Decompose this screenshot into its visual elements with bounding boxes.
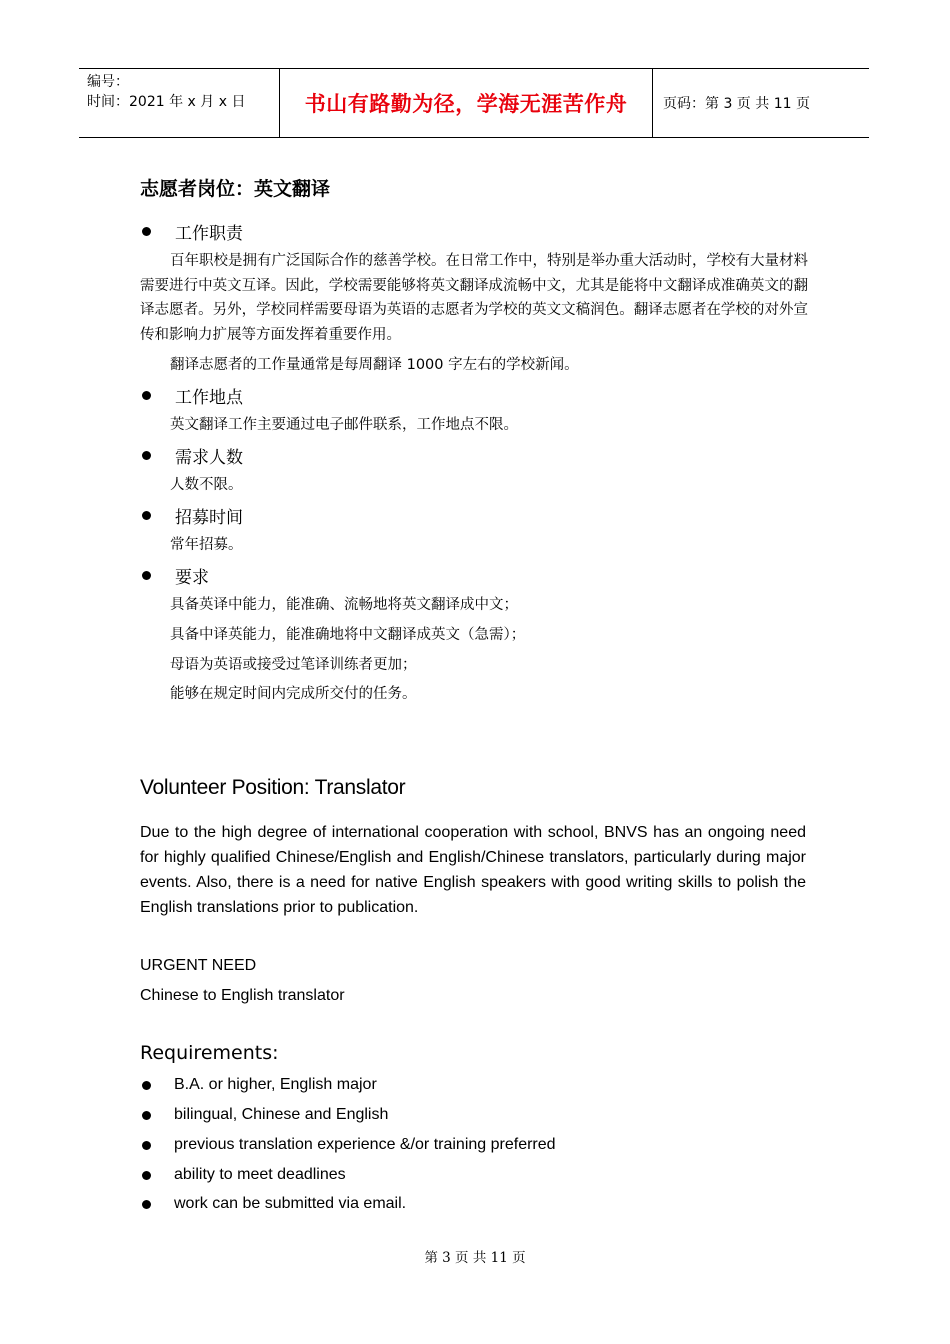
cn-line: 母语为英语或接受过笔译训练者更加；: [170, 657, 417, 673]
requirement-text: work can be submitted via email.: [174, 1195, 407, 1212]
requirement-item: [140, 1166, 346, 1184]
cn-paragraph: 翻译志愿者的工作量通常是每周翻译 1000 字左右的学校新闻。: [170, 357, 579, 373]
page-header: [79, 68, 869, 138]
urgent-label: URGENT NEED: [140, 957, 257, 974]
cn-line: 英文翻译工作主要通过电子邮件联系，工作地点不限。: [170, 417, 518, 433]
bullet-icon: [142, 1200, 151, 1209]
cn-line: 具备中译英能力，能准确地将中文翻译成英文（急需）；: [170, 627, 526, 643]
section-heading-text: 需求人数: [175, 448, 243, 468]
bullet-icon: [142, 511, 151, 520]
requirement-item: [140, 1106, 388, 1124]
en-paragraph: Due to the high degree of international cooperation with school, BNVS has an ongoing need for highly qualified Chinese/English and English/Chinese translators, particularly during major events. Also, there is a need for native English speakers with good writing skills to polish the English translations prior to publication.: [140, 824, 806, 916]
requirement-item: [140, 1136, 556, 1154]
header-meta: [79, 69, 280, 137]
requirement-text: bilingual, Chinese and English: [174, 1106, 389, 1123]
cn-line: 常年招募。: [170, 537, 243, 553]
bullet-icon: [142, 227, 151, 236]
header-time: 时间：2021 年 x 月 x 日: [87, 94, 246, 110]
en-title: Volunteer Position: Translator: [140, 776, 406, 799]
section-heading-text: 招募时间: [175, 508, 243, 528]
bullet-icon: [142, 391, 151, 400]
cn-line: 人数不限。: [170, 477, 243, 493]
urgent-detail: Chinese to English translator: [140, 987, 345, 1004]
bullet-icon: [142, 1111, 151, 1120]
header-page-info: 页码：第 3 页 共 11 页: [663, 96, 810, 112]
cn-paragraph: 百年职校是拥有广泛国际合作的慈善学校。在日常工作中，特别是举办重大活动时，学校有大量材料需要进行中英文互译。因此，学校需要能够将英文翻译成流畅中文，尤其是能将中文翻译成准确英文的翻译志愿者。另外，学校同样需要母语为英语的志愿者为学校的英文文稿润色。翻译志愿者在学校的对外宣传和影响力扩展等方面发挥着重要作用。: [140, 253, 808, 343]
header-motto-cell: [280, 69, 653, 137]
requirement-text: previous translation experience &/or training preferred: [174, 1136, 556, 1153]
bullet-icon: [142, 1141, 151, 1150]
page-footer: 第 3 页 共 11 页: [424, 1250, 526, 1266]
cn-title: 志愿者岗位：英文翻译: [140, 178, 331, 200]
header-number: 编号：: [87, 74, 129, 90]
cn-section-heading: [140, 443, 243, 468]
cn-line: 具备英译中能力，能准确、流畅地将英文翻译成中文；: [170, 597, 518, 613]
cn-section-heading: [140, 383, 243, 408]
section-heading-text: 工作职责: [175, 224, 243, 244]
section-heading-text: 要求: [175, 568, 209, 588]
requirement-item: [140, 1076, 377, 1094]
bullet-icon: [142, 571, 151, 580]
bullet-icon: [142, 1081, 151, 1090]
cn-section-heading: [140, 219, 243, 244]
cn-line: 能够在规定时间内完成所交付的任务。: [170, 686, 417, 702]
requirement-text: ability to meet deadlines: [174, 1166, 346, 1183]
requirements-title: Requirements:: [140, 1042, 279, 1064]
cn-section-heading: [140, 563, 209, 588]
requirement-text: B.A. or higher, English major: [174, 1076, 377, 1093]
requirement-item: [140, 1195, 406, 1213]
cn-section-heading: [140, 503, 243, 528]
bullet-icon: [142, 451, 151, 460]
section-heading-text: 工作地点: [175, 388, 243, 408]
bullet-icon: [142, 1171, 151, 1180]
header-motto: 书山有路勤为径，学海无涯苦作舟: [304, 92, 628, 116]
